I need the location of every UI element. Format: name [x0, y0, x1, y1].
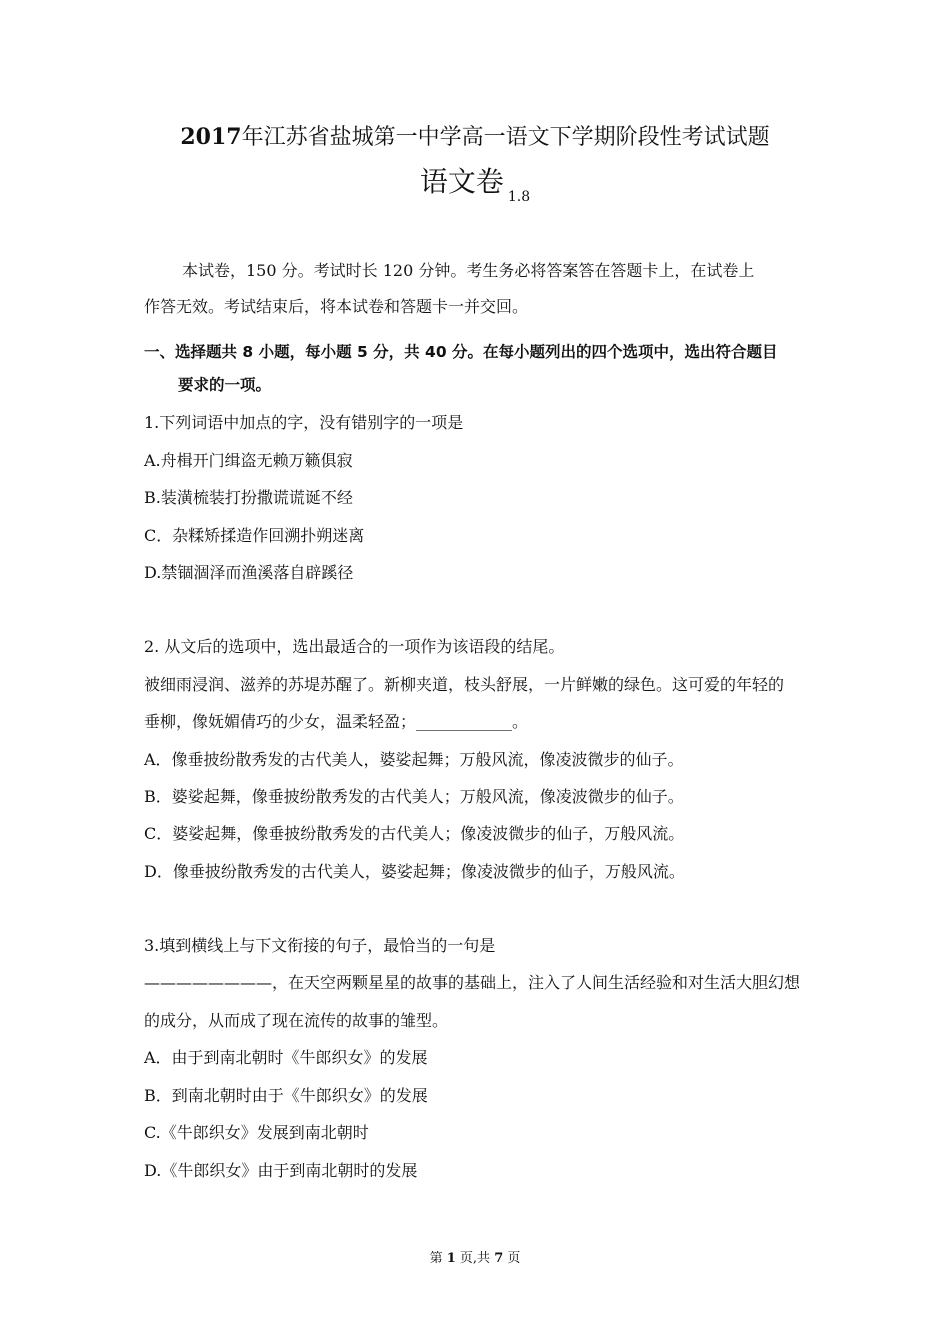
- q3-option-d: D.《牛郎织女》由于到南北朝时的发展: [144, 1161, 418, 1180]
- section-heading-line-2: 要求的一项。: [178, 376, 272, 394]
- q2-option-b: B．婆娑起舞，像垂披纷散秀发的古代美人；万般风流，像凌波微步的仙子。: [144, 787, 684, 806]
- q3-option-c: C.《牛郎织女》发展到南北朝时: [144, 1123, 369, 1142]
- footer-mid: 页,共: [459, 1251, 491, 1266]
- title-year: 2017: [180, 124, 242, 150]
- footer-total-pages: 7: [494, 1251, 504, 1266]
- page-footer: [0, 1247, 950, 1266]
- q1-option-c: C．杂糅矫揉造作回溯扑朔迷离: [144, 526, 365, 545]
- q3-passage-line-2: 的成分，从而成了现在流传的故事的雏型。: [144, 1011, 449, 1030]
- q2-passage-line-1: 被细雨浸润、滋养的苏堤苏醒了。新柳夹道，枝头舒展，一片鲜嫩的绿色。这可爱的年轻的: [144, 675, 785, 694]
- intro-line-2: 作答无效。考试结束后，将本试卷和答题卡一并交回。: [144, 297, 529, 316]
- document-title: [0, 120, 950, 151]
- q2-stem: 2. 从文后的选项中，选出最适合的一项作为该语段的结尾。: [144, 637, 565, 656]
- q2-option-a: A．像垂披纷散秀发的古代美人，婆娑起舞；万般风流，像凌波微步的仙子。: [144, 750, 684, 769]
- subtitle-text: 语文卷: [419, 165, 504, 198]
- intro-line-1: 本试卷，150 分。考试时长 120 分钟。考生务必将答案答在答题卡上，在试卷上: [182, 261, 755, 280]
- footer-post: 页: [507, 1251, 521, 1266]
- footer-page-number: 1: [446, 1251, 456, 1266]
- q1-stem: 1.下列词语中加点的字，没有错别字的一项是: [144, 413, 464, 432]
- section-heading-line-1: 一、选择题共 8 小题，每小题 5 分，共 40 分。在每小题列出的四个选项中，选出符合题目: [144, 343, 778, 361]
- q3-option-a: A．由于到南北朝时《牛郎织女》的发展: [144, 1048, 428, 1067]
- q1-option-a: A.舟楫开门缉盗无赖万籁俱寂: [144, 451, 353, 470]
- q2-option-c: C．婆娑起舞，像垂披纷散秀发的古代美人；像凌波微步的仙子，万般风流。: [144, 824, 685, 843]
- q1-option-d: D.禁锢涸泽而渔溪落自辟蹊径: [144, 563, 354, 582]
- q3-passage-line-1: ————————，在天空两颗星星的故事的基础上，注入了人间生活经验和对生活大胆幻想: [144, 973, 801, 992]
- footer-pre: 第: [429, 1251, 443, 1266]
- document-subtitle: [0, 160, 950, 205]
- q2-passage-line-2: 垂柳，像妩媚倩巧的少女，温柔轻盈；____________。: [144, 712, 529, 731]
- q3-stem: 3.填到横线上与下文衔接的句子，最恰当的一句是: [144, 936, 496, 955]
- title-text: 年江苏省盐城第一中学高一语文下学期阶段性考试试题: [241, 125, 770, 150]
- q2-option-d: D．像垂披纷散秀发的古代美人，婆娑起舞；像凌波微步的仙子，万般风流。: [144, 862, 685, 881]
- q3-option-b: B．到南北朝时由于《牛郎织女》的发展: [144, 1086, 428, 1105]
- version-number: 1.8: [507, 189, 531, 205]
- q1-option-b: B.装潢梳装打扮撒谎谎诞不经: [144, 488, 353, 507]
